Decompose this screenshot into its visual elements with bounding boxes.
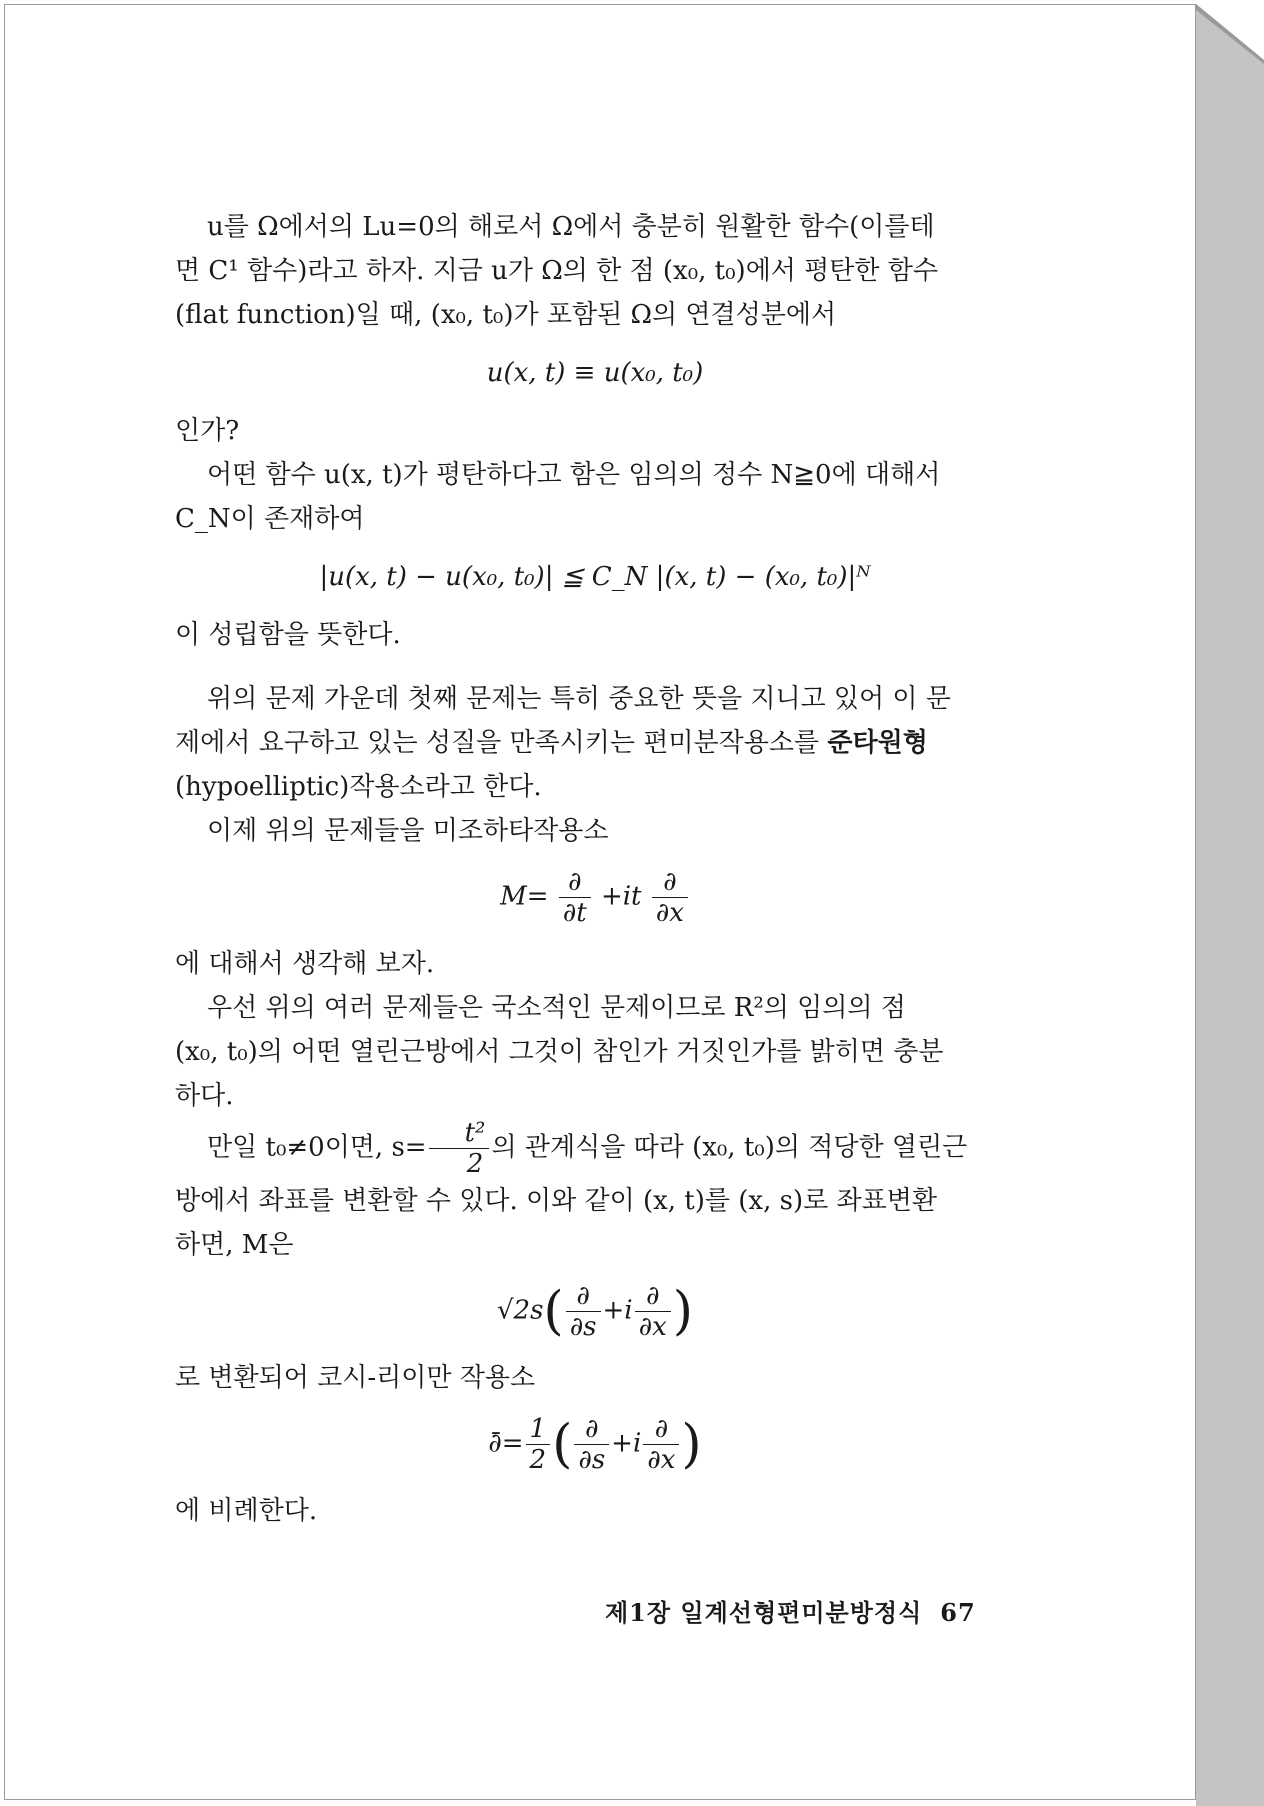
paragraph-line: (flat function)일 때, (x₀, t₀)가 포함된 Ω의 연결성분에서: [175, 300, 837, 330]
fraction-denominator: ∂x: [655, 898, 684, 928]
eq-lhs: ∂̄=: [488, 1428, 524, 1459]
chapter-title: 제1장 일계선형편미분방정식: [605, 1598, 923, 1627]
paragraph-line: 이 성립함을 뜻한다.: [175, 620, 401, 650]
equation-mizohata: [175, 867, 1015, 928]
question-line: 인가?: [175, 416, 240, 446]
paragraph-line: 하다.: [175, 1081, 234, 1111]
paragraph-line: 면 C¹ 함수)라고 하자. 지금 u가 Ω의 한 점 (x₀, t₀)에서 평탄한 함수: [175, 256, 939, 286]
page-number: 67: [940, 1598, 976, 1627]
paragraph-line: [175, 1118, 1015, 1179]
fraction: [574, 1414, 609, 1475]
fraction-numerator: ∂: [574, 1414, 609, 1445]
fraction-numerator: ∂: [635, 1281, 671, 1312]
text-span: 의 관계식을 따라 (x₀, t₀)의 적당한 열린근: [491, 1132, 968, 1163]
fraction-denominator: ∂t: [562, 898, 587, 928]
definition-line: 어떤 함수 u(x, t)가 평탄하다고 함은 임의의 정수 N≧0에 대해서: [207, 460, 941, 490]
fraction-numerator: ∂: [559, 867, 591, 898]
paragraph-line: 하면, M은: [175, 1230, 294, 1260]
equation-cauchy-riemann: [175, 1414, 1015, 1475]
fraction-denominator: 2: [529, 1445, 547, 1475]
fraction-denominator: ∂x: [647, 1445, 676, 1475]
fraction: [652, 867, 688, 928]
eq-term: +i: [611, 1428, 642, 1459]
equation-transformed: [175, 1281, 1015, 1342]
paragraph-line: 에 대해서 생각해 보자.: [175, 949, 435, 979]
fraction: [566, 1281, 601, 1342]
paragraph-line: 방에서 좌표를 변환할 수 있다. 이와 같이 (x, t)를 (x, s)로 좌표변환: [175, 1186, 937, 1216]
paragraph-line: u를 Ω에서의 Lu=0의 해로서 Ω에서 충분히 원활한 함수(이를테: [207, 212, 935, 242]
fraction: [429, 1118, 490, 1179]
book-edge: [1196, 0, 1264, 1806]
fraction: [559, 867, 591, 928]
paragraph-line: 에 비례한다.: [175, 1496, 318, 1526]
fraction-denominator: 2: [466, 1149, 484, 1179]
fraction-denominator: ∂s: [569, 1312, 597, 1342]
text-span: 만일 t₀≠0이면, s=: [207, 1132, 427, 1163]
fraction-denominator: ∂x: [638, 1312, 667, 1342]
fraction-numerator: ∂: [652, 867, 688, 898]
paren-open: (: [552, 1414, 573, 1475]
fraction: [526, 1414, 551, 1475]
paren-close: ): [681, 1414, 702, 1475]
term-hypoelliptic: 준타원형: [827, 728, 928, 758]
equation-flatness: |u(x, t) − u(x₀, t₀)| ≦ C_N |(x, t) − (x₀, t₀)|ᴺ: [319, 562, 871, 592]
fraction-numerator: t²: [429, 1118, 490, 1149]
page-body: [175, 205, 1015, 1533]
paragraph-line: 우선 위의 여러 문제들은 국소적인 문제이므로 R²의 임의의 점: [207, 993, 906, 1023]
fraction-numerator: ∂: [643, 1414, 679, 1445]
paragraph-line: 위의 문제 가운데 첫째 문제는 특히 중요한 뜻을 지니고 있어 이 문: [207, 684, 951, 714]
eq-lhs: M=: [500, 881, 549, 912]
eq-coefficient: √2s: [496, 1295, 544, 1326]
book-page: [4, 4, 1196, 1800]
fraction: [635, 1281, 671, 1342]
eq-term: +it: [600, 881, 642, 912]
eq-term: +i: [602, 1295, 633, 1326]
page-footer: [605, 1593, 1025, 1628]
fraction-numerator: ∂: [566, 1281, 601, 1312]
paragraph-line: (hypoelliptic)작용소라고 한다.: [175, 772, 542, 802]
definition-line: C_N이 존재하여: [175, 504, 365, 534]
fraction: [643, 1414, 679, 1475]
fraction-denominator: ∂s: [578, 1445, 606, 1475]
paragraph-line: 이제 위의 문제들을 미조하타작용소: [207, 816, 609, 846]
paren-close: ): [672, 1281, 694, 1342]
equation-identity: u(x, t) ≡ u(x₀, t₀): [486, 358, 704, 388]
paragraph-line: 로 변환되어 코시-리이만 작용소: [175, 1363, 536, 1393]
book-edge-face: [1196, 4, 1264, 1806]
fraction-numerator: 1: [526, 1414, 551, 1445]
paren-open: (: [543, 1281, 564, 1342]
paragraph-line: [175, 721, 1015, 765]
text-span: 제에서 요구하고 있는 성질을 만족시키는 편미분작용소를: [175, 728, 828, 758]
paragraph-line: (x₀, t₀)의 어떤 열린근방에서 그것이 참인가 거짓인가를 밝히면 충분: [175, 1037, 944, 1067]
